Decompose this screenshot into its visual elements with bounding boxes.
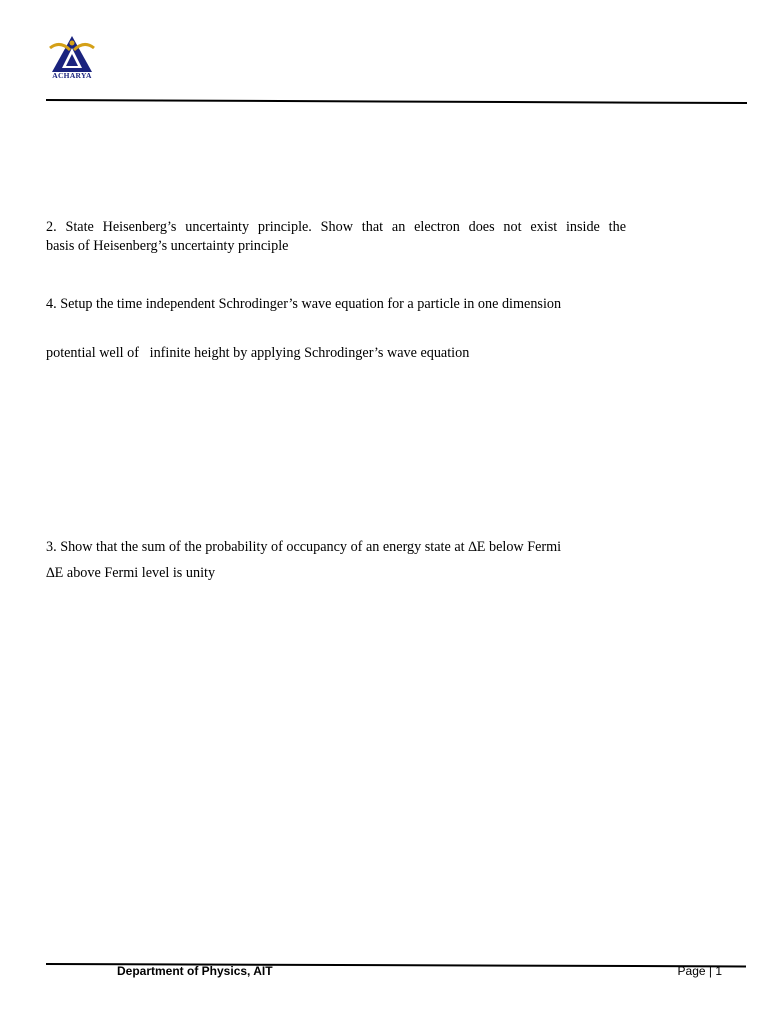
footer-page-number: Page | 1	[677, 964, 722, 978]
question-2-line-2: basis of Heisenberg’s uncertainty principle	[46, 238, 289, 254]
question-3-line-2: ∆E above Fermi level is unity	[46, 565, 216, 581]
question-4-line-1: 4. Setup the time independent Schrodinger’s wave equation for a particle in one dimension	[46, 296, 562, 312]
header-rule	[46, 99, 747, 104]
question-2	[46, 218, 626, 256]
logo-text: ACHARYA	[52, 71, 92, 80]
question-2-line-1: 2. State Heisenberg’s uncertainty principle. Show that an electron does not exist inside the	[46, 219, 626, 235]
question-4-line-2: potential well of infinite height by applying Schrodinger’s wave equation	[46, 345, 470, 361]
footer-department: Department of Physics, AIT	[117, 964, 273, 978]
question-3-line-1: 3. Show that the sum of the probability of occupancy of an energy state at ∆E below Fermi	[46, 539, 562, 555]
